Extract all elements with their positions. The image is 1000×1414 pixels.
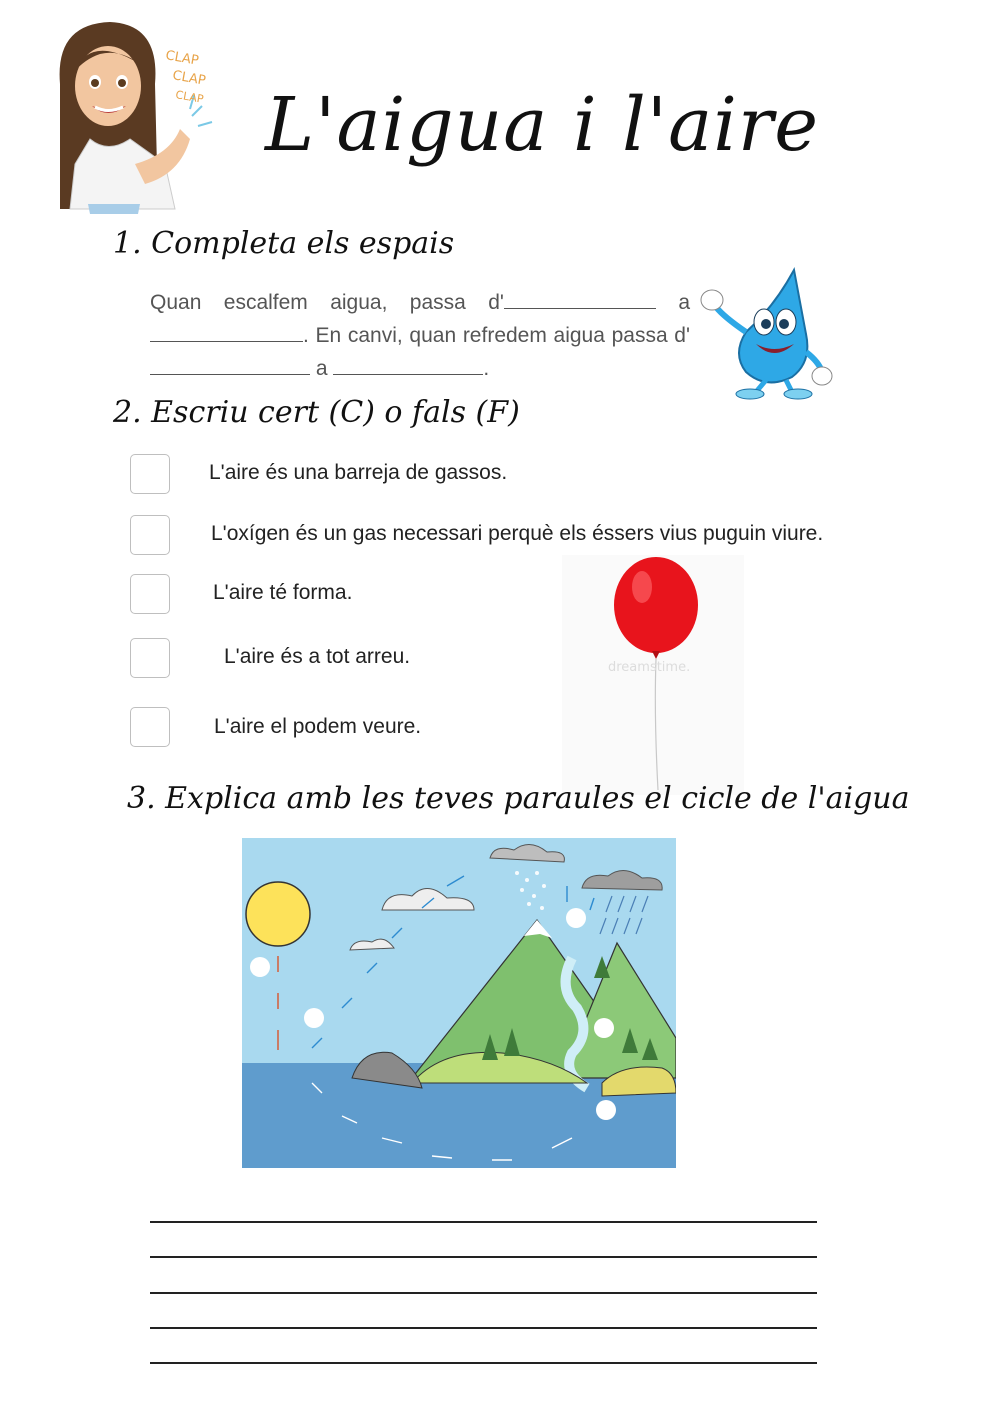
blank-input-4[interactable] <box>333 354 483 375</box>
paragraph-text: . En canvi, quan refredem aigua passa d' <box>303 324 690 347</box>
section3-heading: 3. Explica amb les teves paraules el cicle de l'aigua <box>127 781 910 816</box>
statement-5: L'aire el podem veure. <box>214 715 422 738</box>
blank-input-2[interactable] <box>150 321 303 342</box>
answer-checkbox-1[interactable] <box>130 454 170 494</box>
answer-line-1[interactable] <box>150 1221 817 1223</box>
label-circle[interactable] <box>594 1018 614 1038</box>
svg-text:CLAP: CLAP <box>174 88 205 106</box>
avatar-illustration <box>40 14 230 214</box>
paragraph-text: Quan escalfem aigua, passa d' <box>150 291 504 314</box>
answer-checkbox-3[interactable] <box>130 574 170 614</box>
watermark-text: dreamstime. <box>608 660 691 675</box>
statement-2: L'oxígen és un gas necessari perquè els éssers vius puguin viure. <box>211 522 824 545</box>
clap-text: CLAP <box>164 48 200 69</box>
answer-checkbox-5[interactable] <box>130 707 170 747</box>
water-cycle-diagram <box>242 838 676 1168</box>
label-circle[interactable] <box>304 1008 324 1028</box>
statement-1: L'aire és una barreja de gassos. <box>209 461 508 484</box>
statement-4: L'aire és a tot arreu. <box>224 645 411 668</box>
label-circle[interactable] <box>566 908 586 928</box>
label-circle[interactable] <box>250 957 270 977</box>
answer-line-4[interactable] <box>150 1327 817 1329</box>
svg-text:CLAP: CLAP <box>171 68 207 89</box>
paragraph-text: . <box>483 357 490 380</box>
statement-3: L'aire té forma. <box>213 581 353 604</box>
paragraph-text: a <box>655 291 690 314</box>
answer-line-5[interactable] <box>150 1362 817 1364</box>
section1-heading: 1. Completa els espais <box>113 226 455 261</box>
answer-line-2[interactable] <box>150 1256 817 1258</box>
sun-icon <box>246 882 310 946</box>
answer-checkbox-4[interactable] <box>130 638 170 678</box>
blank-input-1[interactable] <box>504 288 656 309</box>
water-drop-illustration <box>694 262 839 402</box>
fill-in-paragraph <box>150 286 690 385</box>
balloon-illustration <box>562 555 744 795</box>
section2-heading: 2. Escriu cert (C) o fals (F) <box>113 395 520 430</box>
answer-checkbox-2[interactable] <box>130 515 170 555</box>
label-circle[interactable] <box>596 1100 616 1120</box>
blank-input-3[interactable] <box>150 354 310 375</box>
paragraph-text: a <box>310 357 334 380</box>
answer-line-3[interactable] <box>150 1292 817 1294</box>
page-title: L'aigua i l'aire <box>265 82 820 168</box>
